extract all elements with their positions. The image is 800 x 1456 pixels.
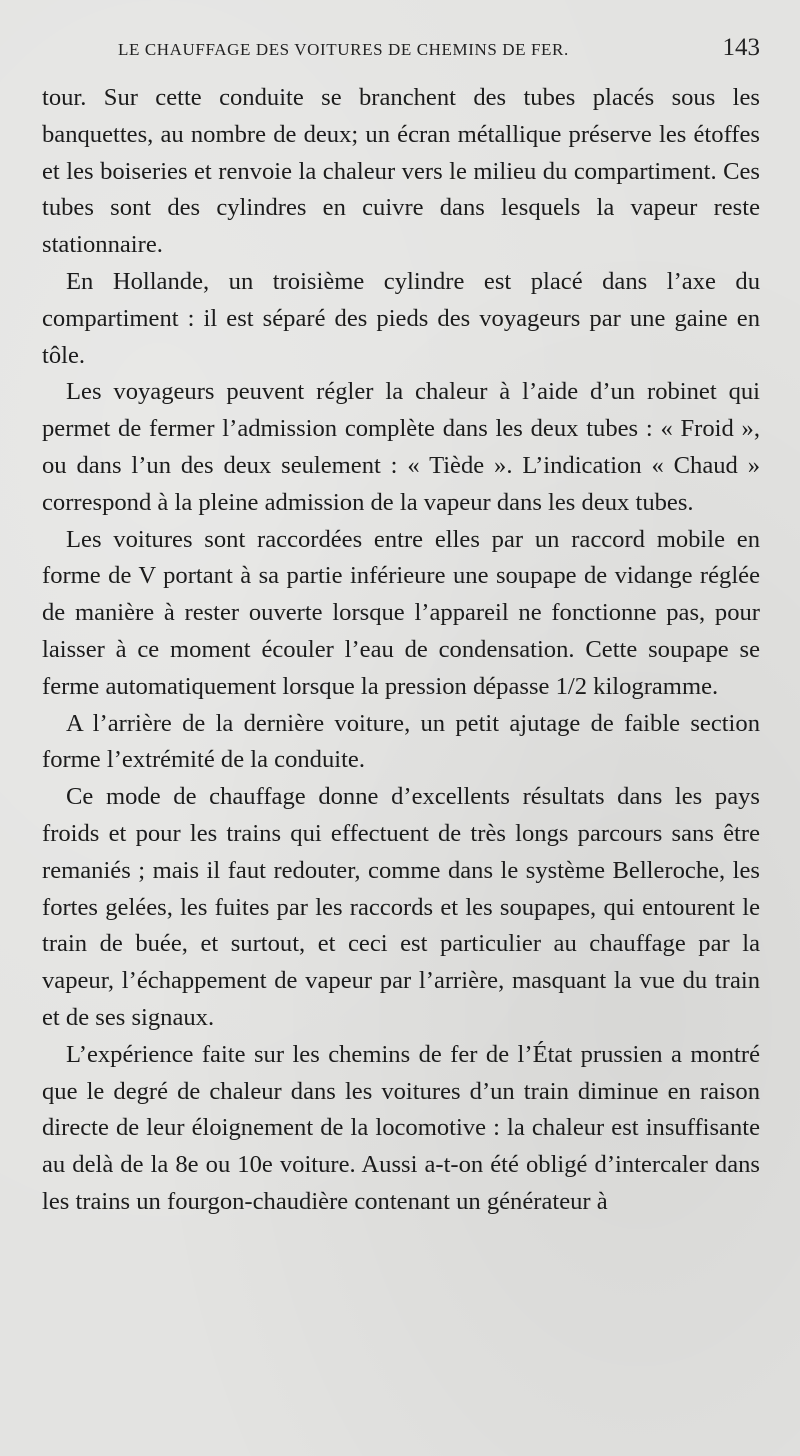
running-head bbox=[118, 34, 760, 68]
page-number: 143 bbox=[722, 34, 760, 61]
body-text bbox=[42, 80, 760, 1221]
paragraph-experience: L’expérience faite sur les chemins de fer de l’État prussien a montré que le degré de chaleur dans les voitures d’un train diminue en raison directe de leur éloignement de la locomotive : la chaleur est insuffisante au delà de la 8e ou 10e voiture. Aussi a-t-on été obligé d’intercaler dans les trains un fourgon-chaudière contenant un générateur à bbox=[42, 1040, 760, 1215]
paragraph-resultats: Ce mode de chauffage donne d’excellents résultats dans les pays froids et pour les trains qui effectuent de très longs parcours sans être remaniés ; mais il faut redouter, comme dans le système Belleroche, les fortes gelées, les fuites par les raccords et les soupapes, qui entourent le train de buée, et surtout, et ceci est particulier au chauffage par la vapeur, l’échappement de vapeur par l’arrière, masquant la vue du train et de ses signaux. bbox=[42, 783, 760, 1031]
paragraph-hollande: En Hollande, un troisième cylindre est placé dans l’axe du compartiment : il est séparé des pieds des voyageurs par une gaine en tôle. bbox=[42, 267, 760, 369]
paragraph-ajutage: A l’arrière de la dernière voiture, un petit ajutage de faible section forme l’extrémité de la conduite. bbox=[42, 709, 760, 774]
running-head-title: LE CHAUFFAGE DES VOITURES DE CHEMINS DE FER. bbox=[118, 40, 569, 59]
paragraph-robinet: Les voyageurs peuvent régler la chaleur à l’aide d’un robinet qui permet de fermer l’admission complète dans les deux tubes : « Froid », ou dans l’un des deux seulement : « Tiède ». L’indication « Chaud » correspond à la pleine admission de la vapeur dans les deux tubes. bbox=[42, 378, 760, 516]
paragraph-continued: tour. Sur cette conduite se branchent des tubes placés sous les banquettes, au nombre de deux; un écran métallique préserve les étoffes et les boiseries et renvoie la chaleur vers le milieu du compartiment. Ces tubes sont des cylindres en cuivre dans lesquels la vapeur reste stationnaire. bbox=[42, 84, 760, 259]
paragraph-raccord: Les voitures sont raccordées entre elles par un raccord mobile en forme de V portant à sa partie inférieure une soupape de vidange réglée de manière à rester ouverte lorsque l’appareil ne fonctionne pas, pour laisser à ce moment écouler l’eau de condensation. Cette soupape se ferme automatiquement lorsque la pression dépasse 1/2 kilogramme. bbox=[42, 525, 760, 700]
